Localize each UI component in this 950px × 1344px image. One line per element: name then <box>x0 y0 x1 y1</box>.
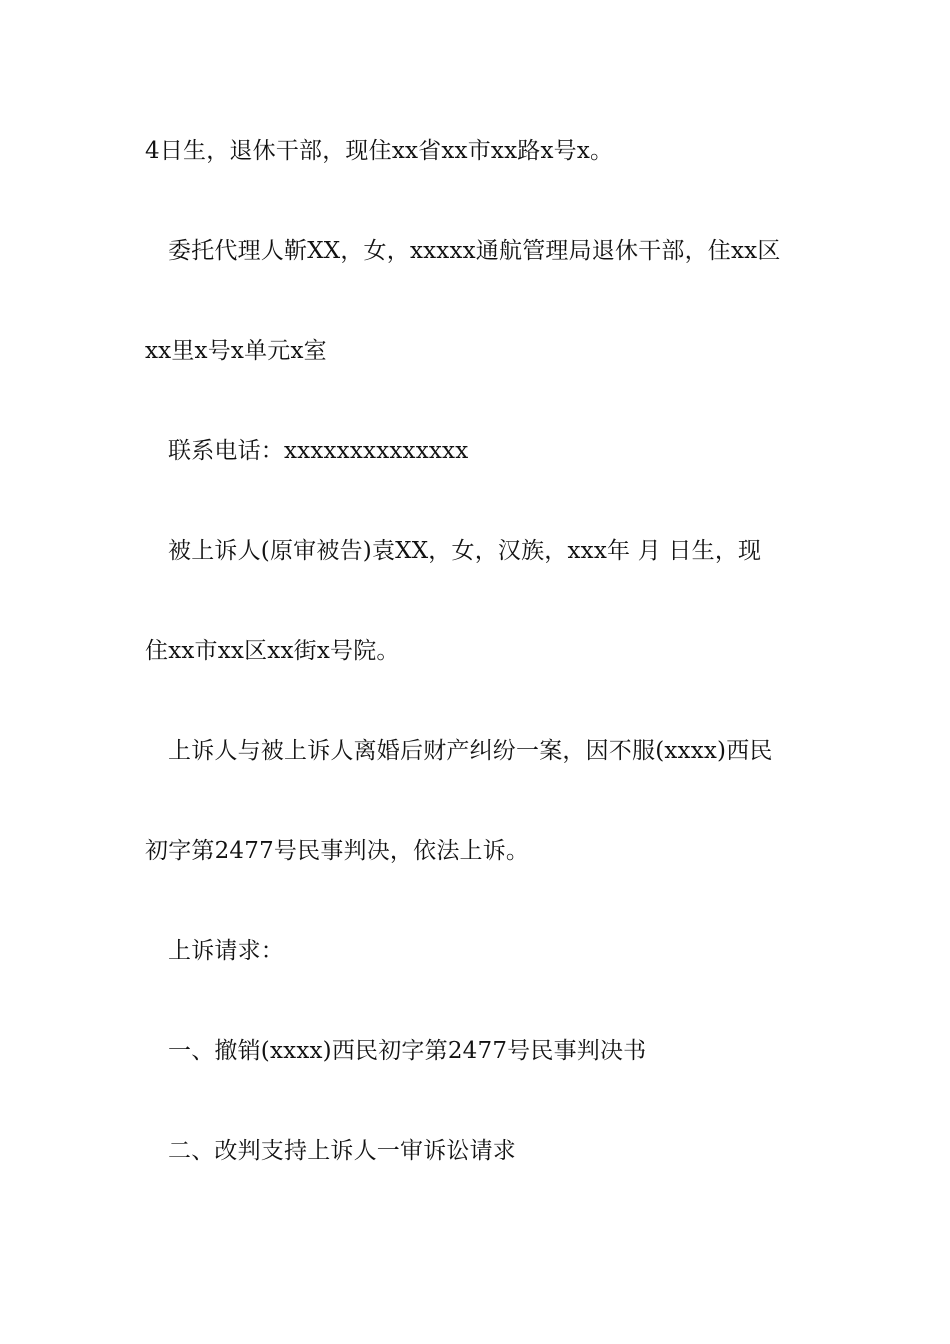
text-line-case: 上诉人与被上诉人离婚后财产纠纷一案，因不服(xxxx)西民 <box>168 738 773 764</box>
text-line-request-one: 一、撤销(xxxx)西民初字第2477号民事判决书 <box>168 1038 647 1064</box>
text-line-case-continued: 初字第2477号民事判决，依法上诉。 <box>145 838 530 864</box>
text-line-appeal-heading: 上诉请求： <box>168 938 284 964</box>
text-line-request-two: 二、改判支持上诉人一审诉讼请求 <box>168 1138 516 1164</box>
text-line-agent: 委托代理人靳XX，女，xxxxx通航管理局退休干部，住xx区 <box>168 238 781 264</box>
text-line-phone: 联系电话：xxxxxxxxxxxxxx <box>168 438 469 464</box>
text-line-agent-address: xx里x号x单元x室 <box>145 338 327 364</box>
text-line-appellee-address: 住xx市xx区xx街x号院。 <box>145 638 400 664</box>
text-line-residence: 4日生，退休干部，现住xx省xx市xx路x号x。 <box>145 138 614 164</box>
text-line-appellee: 被上诉人(原审被告)袁XX，女，汉族，xxx年 月 日生，现 <box>168 538 762 564</box>
